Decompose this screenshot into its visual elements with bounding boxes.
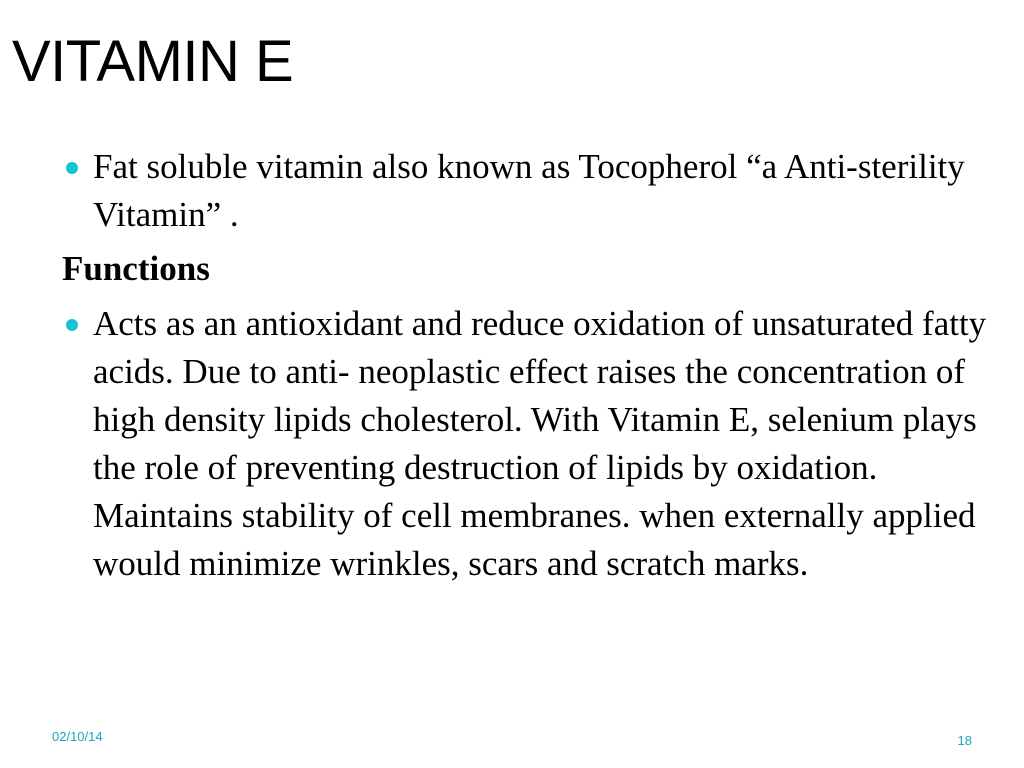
section-heading: Functions (62, 249, 210, 288)
bullet-text: Acts as an antioxidant and reduce oxidation of unsaturated fatty acids. Due to anti- neoplastic effect raises the concentration of high density lipids cholesterol. With Vitamin E, selenium plays the role of preventing destruction of lipids by oxidation. Maintains stability of cell membranes. when externally applied would minimize wrinkles, scars and scratch marks. (93, 304, 987, 583)
bullet-dot-icon (66, 319, 78, 331)
slide-content (62, 143, 987, 588)
page-number: 18 (957, 733, 972, 748)
footer-date: 02/10/14 (52, 729, 103, 744)
bullet-text: Fat soluble vitamin also known as Tocopherol “a Anti-sterility Vitamin” . (93, 147, 965, 234)
slide-title: VITAMIN E (12, 29, 294, 94)
bullet-dot-icon (66, 162, 78, 174)
bullet-item (62, 300, 987, 588)
bullet-item (62, 143, 987, 239)
